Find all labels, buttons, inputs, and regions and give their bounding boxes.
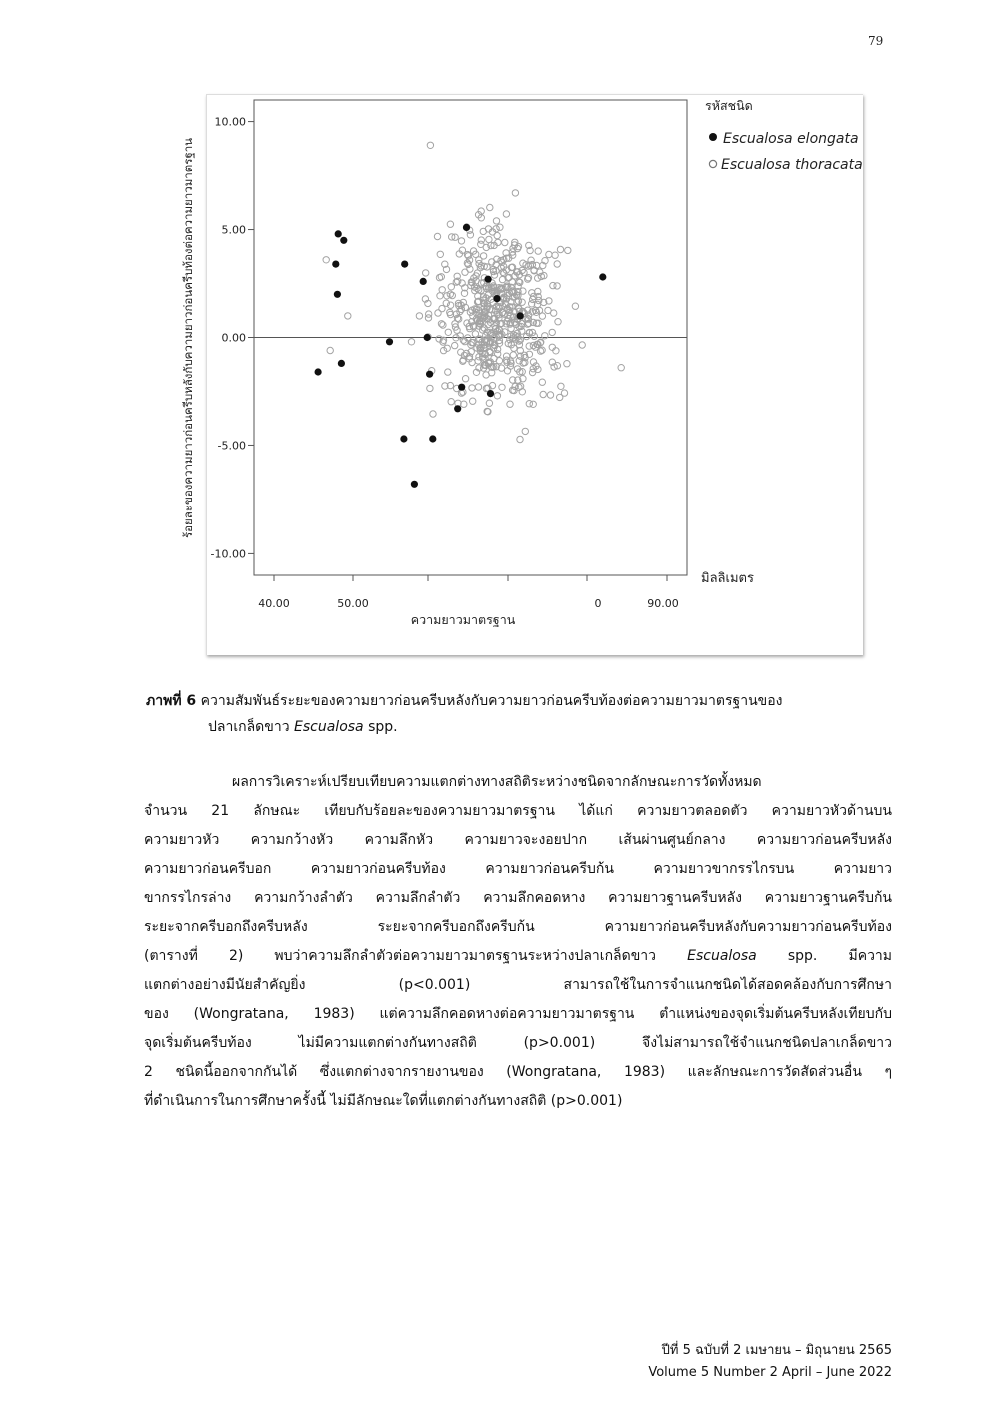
data-point-elongata (420, 278, 427, 285)
body-line-7-post: spp. มีความ (787, 948, 893, 964)
body-line-11: 2 ชนิดนี้ออกจากกันได้ ซึ่งแตกต่างจากรายงานของ (Wongratana, 1983) และลักษณะการวัดสัดส่วนอื่น ๆ (144, 1064, 892, 1080)
x-tick-label: 90.00 (647, 597, 679, 610)
data-point-elongata (335, 230, 342, 237)
x-axis-label: ความยาวมาตรฐาน (410, 612, 516, 627)
data-point-elongata (493, 295, 500, 302)
data-point-elongata (454, 405, 461, 412)
page-number: 79 (868, 34, 884, 48)
x-axis (258, 575, 679, 610)
data-point-elongata (401, 261, 408, 268)
footer-english: Volume 5 Number 2 April – June 2022 (648, 1365, 892, 1380)
body-line-7 (144, 942, 892, 971)
caption-spp: spp. (368, 719, 398, 735)
legend (705, 98, 863, 173)
y-tick-label: -10.00 (210, 547, 246, 561)
data-point-elongata (315, 368, 322, 375)
data-point-elongata (338, 360, 345, 367)
body-line-3: ความยาวหัว ความกว้างหัว ความลึกหัว ความยาวจะงอยปาก เส้นผ่านศูนย์กลาง ความยาวก่อนครีบหลัง (144, 832, 892, 848)
data-point-elongata (424, 334, 431, 341)
footer-thai: ปีที่ 5 ฉบับที่ 2 เมษายน – มิถุนายน 2565 (661, 1343, 892, 1358)
data-point-elongata (429, 435, 436, 442)
legend-marker-thoracata (709, 160, 716, 167)
x-tick-label: 0 (594, 597, 602, 610)
page-footer (648, 1340, 892, 1384)
data-point-elongata (340, 237, 347, 244)
legend-item-elongata: Escualosa elongata (723, 131, 859, 147)
body-line-12: ที่ดำเนินการในการศึกษาครั้งนี้ ไม่มีลักษณะใดที่แตกต่างกันทางสถิติ (p>0.001) (144, 1093, 623, 1109)
caption-line-2 (146, 714, 886, 740)
y-tick-label: 0.00 (221, 331, 246, 345)
caption-genus: Escualosa (294, 719, 364, 735)
body-line-9: ของ (Wongratana, 1983) แต่ความลึกคอดหางต่อความยาวมาตรฐาน ตำแหน่งของจุดเริ่มต้นครีบหลังเทียบกับ (144, 1006, 892, 1022)
x-tick-label: 50.00 (337, 597, 369, 610)
y-tick-label: 10.00 (214, 115, 246, 129)
scatter-chart (164, 88, 864, 648)
caption-label: ภาพที่ 6 (146, 693, 197, 709)
data-point-elongata (485, 276, 492, 283)
figure-caption (146, 688, 886, 740)
legend-item-thoracata: Escualosa thoracata (721, 157, 863, 173)
y-axis (211, 116, 254, 561)
data-point-elongata (458, 384, 465, 391)
data-point-elongata (400, 435, 407, 442)
body-line-8: แตกต่างอย่างมีนัยสำคัญยิ่ง (p<0.001) สามารถใช้ในการจำแนกชนิดได้สอดคล้องกับการศึกษา (144, 977, 892, 993)
data-point-elongata (517, 312, 524, 319)
data-point-elongata (411, 481, 418, 488)
body-paragraph (144, 768, 892, 1116)
caption-line-1: ความสัมพันธ์ระยะของความยาวก่อนครีบหลังกับความยาวก่อนครีบท้องต่อความยาวมาตรฐานของ (200, 693, 783, 709)
y-tick-label: 5.00 (221, 223, 246, 237)
data-point-elongata (599, 273, 606, 280)
data-point-elongata (487, 390, 494, 397)
body-line-7-pre: (ตารางที่ 2) พบว่าความลึกลำตัวต่อความยาวมาตรฐานระหว่างปลาเกล็ดขาว (144, 948, 657, 964)
y-tick-label: -5.00 (217, 439, 246, 453)
legend-title: รหัสชนิด (705, 98, 753, 113)
body-line-2: จำนวน 21 ลักษณะ เทียบกับร้อยละของความยาวมาตรฐาน ได้แก่ ความยาวตลอดตัว ความยาวหัวด้านบน (144, 803, 892, 819)
body-line-1: ผลการวิเคราะห์เปรียบเทียบความแตกต่างทางสถิติระหว่างชนิดจากลักษณะการวัดทั้งหมด (232, 774, 762, 790)
data-point-elongata (426, 371, 433, 378)
data-point-elongata (332, 261, 339, 268)
body-line-6: ระยะจากครีบอกถึงครีบหลัง ระยะจากครีบอกถึงครีบก้น ความยาวก่อนครีบหลังกับความยาวก่อนครีบท้อง (144, 919, 892, 935)
data-point-elongata (463, 224, 470, 231)
body-line-4: ความยาวก่อนครีบอก ความยาวก่อนครีบท้อง ความยาวก่อนครีบก้น ความยาวขากรรไกรบน ความยาว (144, 861, 892, 877)
body-line-7-genus: Escualosa (687, 948, 757, 964)
body-line-10: จุดเริ่มต้นครีบท้อง ไม่มีความแตกต่างกันทางสถิติ (p>0.001) จึงไม่สามารถใช้จำแนกชนิดปลาเกล็ดขาว (144, 1035, 892, 1051)
data-point-elongata (386, 338, 393, 345)
caption-species: ปลาเกล็ดขาว (208, 719, 290, 735)
body-line-5: ขากรรไกรล่าง ความกว้างลำตัว ความลึกลำตัว ความลึกคอดหาง ความยาวฐานครีบหลัง ความยาวฐานครีบก้น (144, 890, 892, 906)
y-axis-label: ร้อยละของความยาวก่อนครีบหลังกับความยาวก่อนครีบท้องต่อความยาวมาตรฐาน (181, 137, 195, 539)
unit-label: มิลลิเมตร (701, 571, 754, 586)
x-tick-label: 40.00 (258, 597, 290, 610)
legend-marker-elongata (709, 133, 717, 141)
data-point-elongata (334, 291, 341, 298)
